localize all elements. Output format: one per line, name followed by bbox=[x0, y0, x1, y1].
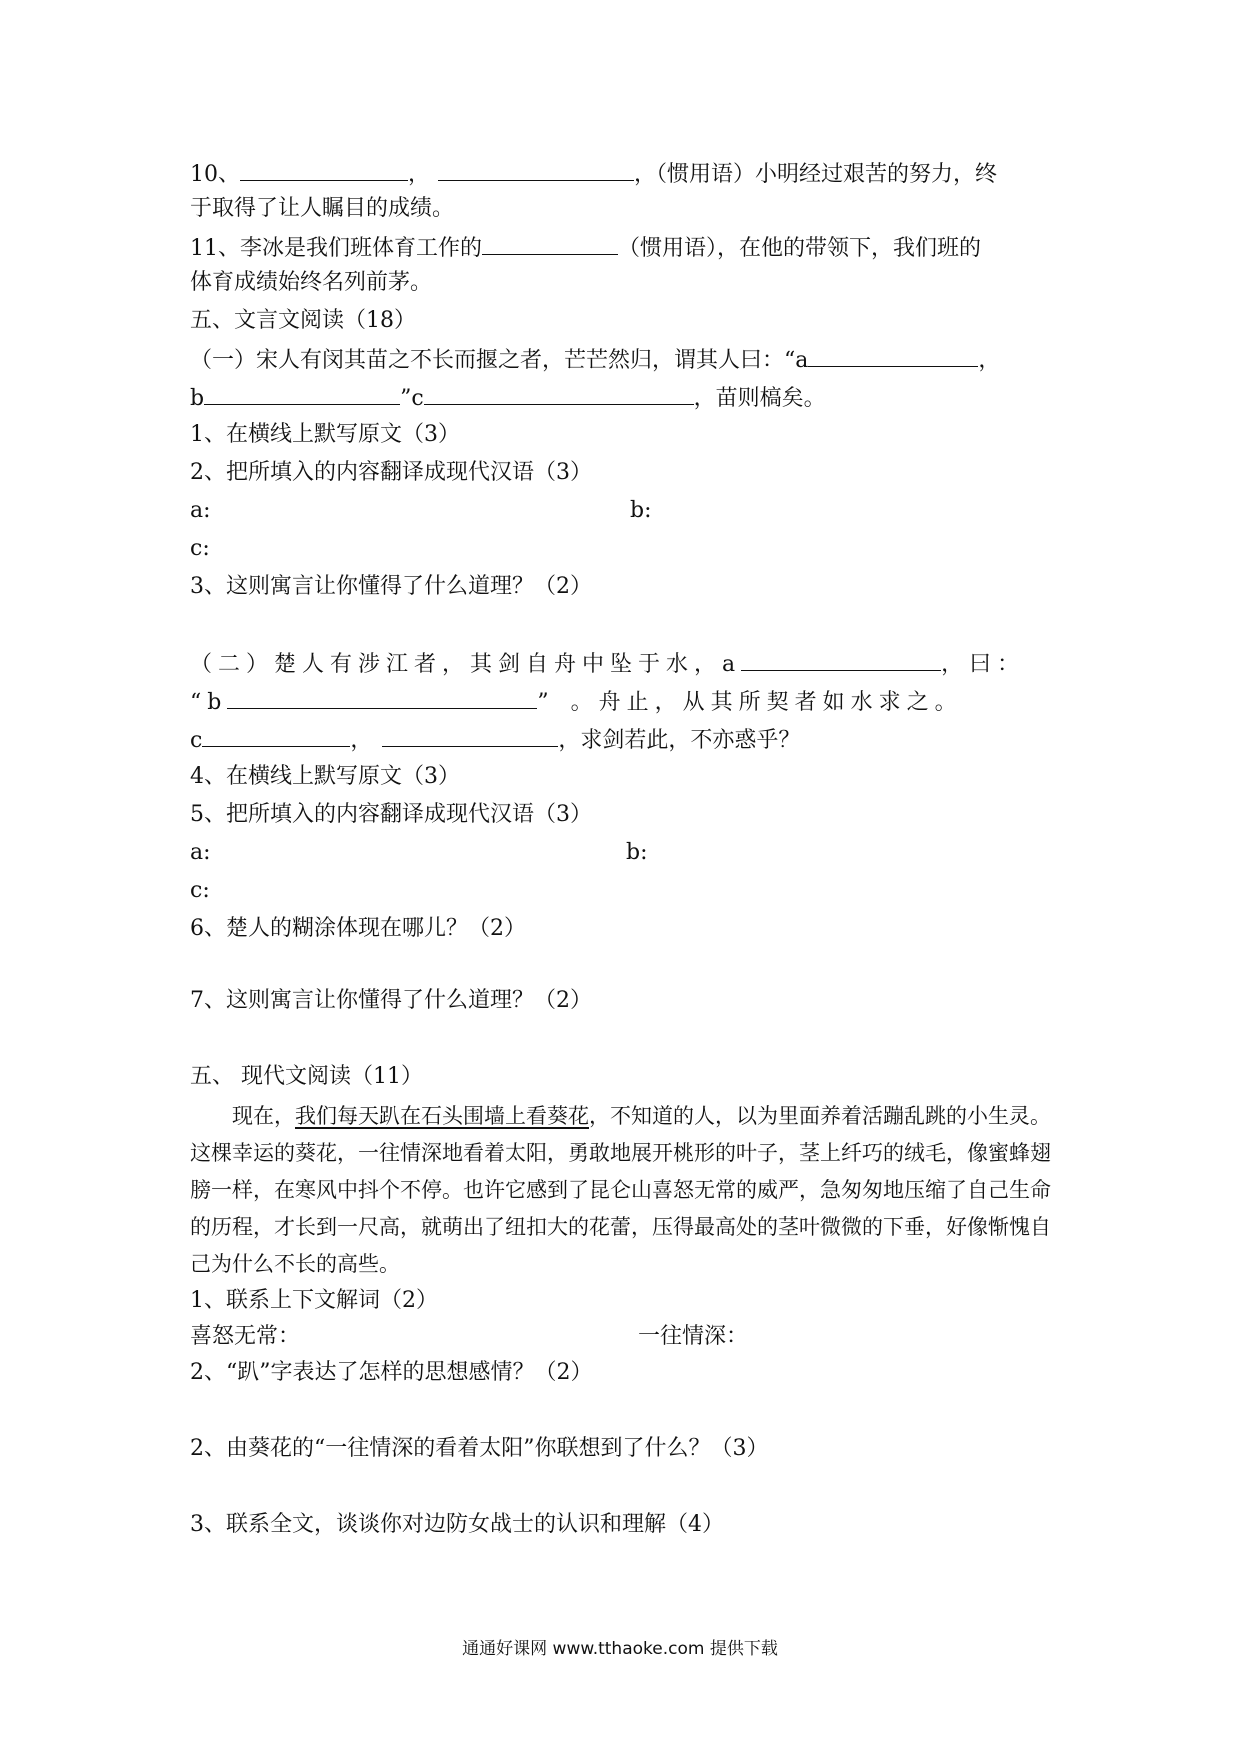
q10-comma: ， bbox=[408, 162, 431, 187]
passage-1-line-2 bbox=[190, 382, 1060, 414]
passage-2-quote-end: ” bbox=[537, 690, 555, 715]
passage-text-pre: 现在， bbox=[232, 1104, 295, 1128]
question-2: 2、把所填入的内容翻译成现代汉语（3） bbox=[190, 460, 592, 485]
question-3: 3、这则寓言让你懂得了什么道理？（2） bbox=[190, 574, 592, 599]
q11-tail: （惯用语），在他的带领下，我们班的 bbox=[618, 236, 982, 261]
passage-2-tail: ，求剑若此，不亦惑乎？ bbox=[558, 728, 801, 753]
answer-label-a: a: bbox=[190, 498, 211, 523]
passage-2-b-label: “b bbox=[190, 690, 228, 715]
passage-2-c-label: c bbox=[190, 728, 203, 753]
answer-blank[interactable] bbox=[482, 232, 618, 255]
question-10 bbox=[190, 158, 1060, 190]
answer-blank[interactable] bbox=[438, 158, 634, 181]
answer-label-a: a: bbox=[190, 840, 211, 865]
answer-blank-c1[interactable] bbox=[202, 724, 350, 747]
footer-credit: 通通好课网 www.tthaoke.com 提供下载 bbox=[462, 1639, 778, 1659]
question-7: 7、这则寓言让你懂得了什么道理？（2） bbox=[190, 988, 592, 1013]
modern-question-2b: 2、由葵花的“一往情深的看着太阳”你联想到了什么？（3） bbox=[190, 1436, 769, 1461]
section-title-modern: 五、 现代文阅读（11） bbox=[190, 1064, 423, 1089]
answer-blank-c[interactable] bbox=[424, 382, 694, 405]
answer-row-ab bbox=[190, 496, 1060, 526]
word-explain-row bbox=[190, 1322, 1060, 1352]
modern-question-2a: 2、“趴”字表达了怎样的思想感情？（2） bbox=[190, 1360, 593, 1385]
passage-2-head: （二）楚人有涉江者，其剑自舟中坠于水，a bbox=[190, 652, 742, 677]
modern-question-3: 3、联系全文，谈谈你对边防女战士的认识和理解（4） bbox=[190, 1512, 724, 1537]
answer-label-b: b: bbox=[626, 840, 648, 865]
question-6: 6、楚人的糊涂体现在哪儿？（2） bbox=[190, 916, 526, 941]
q10-number: 10、 bbox=[190, 162, 240, 187]
modern-question-1: 1、联系上下文解词（2） bbox=[190, 1288, 438, 1313]
word-1-label: 喜怒无常： bbox=[190, 1324, 301, 1349]
passage-1-tail: ，苗则槁矣。 bbox=[693, 386, 826, 411]
word-2-label: 一往情深： bbox=[638, 1324, 749, 1349]
section-title-classical: 五、文言文阅读（18） bbox=[190, 308, 416, 333]
modern-passage bbox=[190, 1098, 1060, 1283]
question-4: 4、在横线上默写原文（3） bbox=[190, 764, 460, 789]
answer-blank-a[interactable] bbox=[808, 344, 978, 367]
question-11-continued: 体育成绩始终名列前茅。 bbox=[190, 270, 433, 295]
passage-1-b-label: b bbox=[190, 386, 205, 411]
passage-1-line-1 bbox=[190, 344, 1060, 376]
passage-2-line-2 bbox=[190, 686, 1060, 718]
passage-1-head: （一）宋人有闵其苗之不长而揠之者，芒芒然归，谓其人曰：“a bbox=[190, 348, 809, 373]
passage-2-mid: 。舟止，从其所契者如水求之。 bbox=[570, 690, 963, 715]
answer-blank-b[interactable] bbox=[227, 686, 537, 709]
passage-2-line-3 bbox=[190, 724, 1060, 756]
question-11 bbox=[190, 232, 1060, 264]
answer-blank[interactable] bbox=[240, 158, 408, 181]
q11-head: 11、李冰是我们班体育工作的 bbox=[190, 236, 482, 261]
answer-label-c: c: bbox=[190, 878, 210, 903]
answer-blank-a[interactable] bbox=[741, 648, 941, 671]
passage-2-comma: ， bbox=[350, 728, 373, 753]
question-10-continued: 于取得了让人瞩目的成绩。 bbox=[190, 196, 455, 221]
passage-1-comma: ， bbox=[978, 348, 1001, 373]
question-5: 5、把所填入的内容翻译成现代汉语（3） bbox=[190, 802, 592, 827]
answer-blank-b[interactable] bbox=[204, 382, 400, 405]
passage-2-line-1 bbox=[190, 648, 1060, 680]
passage-2-yue: ，曰： bbox=[941, 652, 1026, 677]
answer-label-b: b: bbox=[630, 498, 652, 523]
answer-blank-c2[interactable] bbox=[382, 724, 558, 747]
passage-1-c-label: ”c bbox=[400, 386, 424, 411]
answer-row-ab-2 bbox=[190, 838, 1060, 868]
q10-tail: ，（惯用语）小明经过艰苦的努力，终 bbox=[634, 162, 998, 187]
question-1: 1、在横线上默写原文（3） bbox=[190, 422, 460, 447]
answer-label-c: c: bbox=[190, 536, 210, 561]
passage-text-underlined: 我们每天趴在石头围墙上看葵花 bbox=[295, 1104, 589, 1128]
passage-text-post: ，不知道的人，以为里面养着活蹦乱跳的小生灵。这棵幸运的葵花，一往情深地看着太阳，勇敢地展开桃形的叶子，茎上纤巧的绒毛，像蜜蜂翅膀一样，在寒风中抖个不停。也许它感到了昆仑山喜怒无常的威严，急匆匆地压缩了自己生命的历程，才长到一尺高，就萌出了纽扣大的花蕾，压得最高处的茎叶微微的下垂，好像惭愧自己为什么不长的高些。 bbox=[190, 1104, 1051, 1276]
